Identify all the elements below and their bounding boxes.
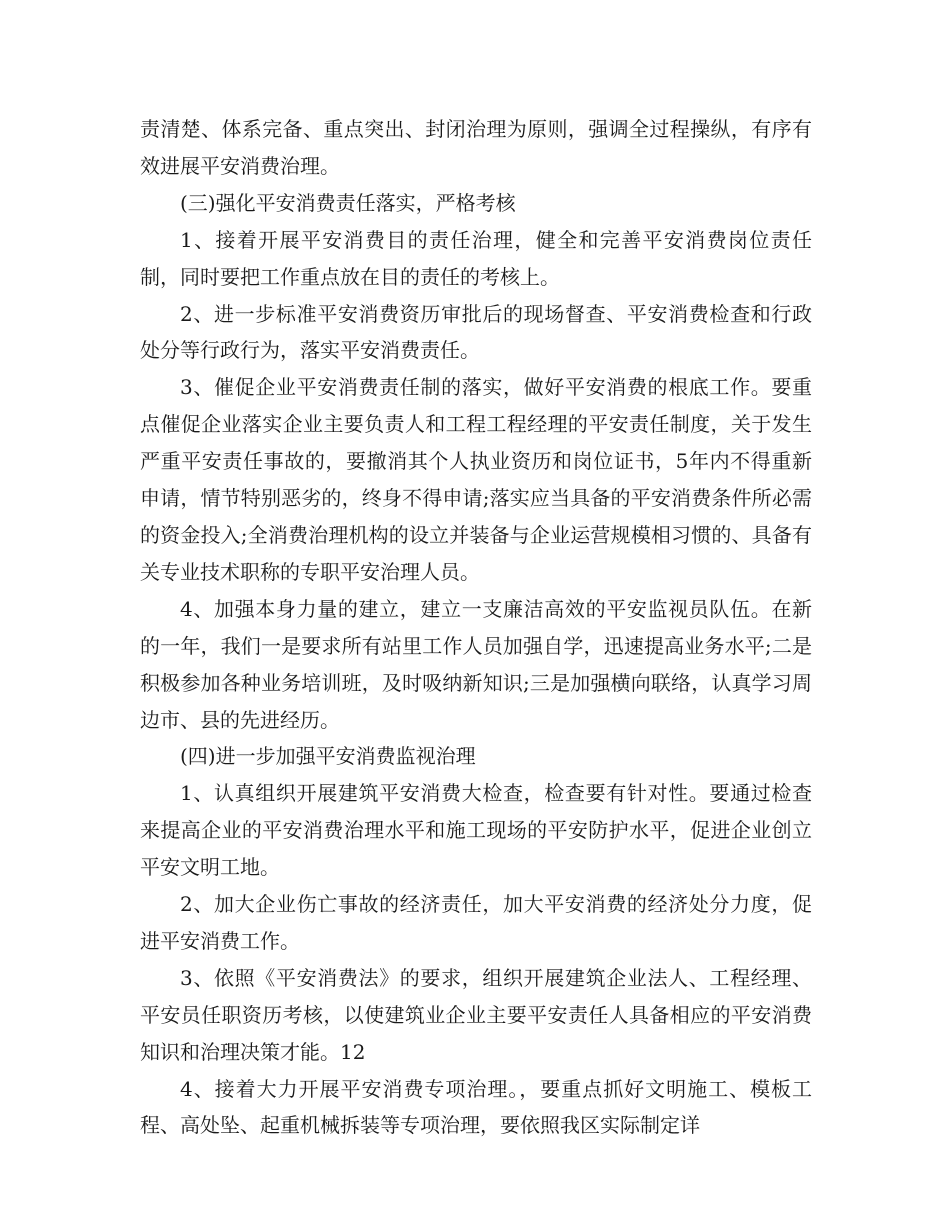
list-item: 4、接着大力开展平安消费专项治理。，要重点抓好文明施工、模板工程、高处坠、起重机械拆装等专项治理，要依照我区实际制定详 bbox=[140, 1076, 812, 1138]
list-item: 1、认真组织开展建筑平安消费大检查，检查要有针对性。要通过检查来提高企业的平安消费治理水平和施工现场的平安防护水平，促进企业创立平安文明工地。 bbox=[140, 781, 812, 880]
list-item: 3、催促企业平安消费责任制的落实，做好平安消费的根底工作。要重点催促企业落实企业主要负责人和工程工程经理的平安责任制度，关于发生严重平安责任事故的，要撤消其个人执业资历和岗位证书，5年内不得重新申请，情节特别恶劣的，终身不得申请;落实应当具备的平安消费条件所必需的资金投入;全消费治理机构的设立并装备与企业运营规模相习惯的、具备有关专业技术职称的专职平安治理人员。 bbox=[140, 375, 812, 584]
section-heading-3: (三)强化平安消费责任落实，严格考核 bbox=[180, 190, 516, 215]
list-item: 2、加大企业伤亡事故的经济责任，加大平安消费的经济处分力度，促进平安消费工作。 bbox=[140, 892, 812, 953]
section-heading-4: (四)进一步加强平安消费监视治理 bbox=[180, 744, 476, 769]
list-item: 3、依照《平安消费法》的要求，组织开展建筑企业法人、工程经理、平安员任职资历考核，以使建筑业企业主要平安责任人具备相应的平安消费知识和治理决策才能。12 bbox=[140, 965, 812, 1064]
paragraph-continuation: 责清楚、体系完备、重点突出、封闭治理为原则，强调全过程操纵，有序有效进展平安消费治理。 bbox=[140, 117, 812, 178]
list-item: 4、加强本身力量的建立，建立一支廉洁高效的平安监视员队伍。在新的一年，我们一是要求所有站里工作人员加强自学，迅速提高业务水平;二是积极参加各种业务培训班，及时吸纳新知识;三是加强横向联络，认真学习周边市、县的先进经历。 bbox=[140, 596, 812, 732]
document-body bbox=[140, 111, 812, 1144]
list-item: 2、进一步标准平安消费资历审批后的现场督查、平安消费检查和行政处分等行政行为，落实平安消费责任。 bbox=[140, 301, 812, 363]
list-item: 1、接着开展平安消费目的责任治理，健全和完善平安消费岗位责任制，同时要把工作重点放在目的责任的考核上。 bbox=[140, 227, 812, 289]
